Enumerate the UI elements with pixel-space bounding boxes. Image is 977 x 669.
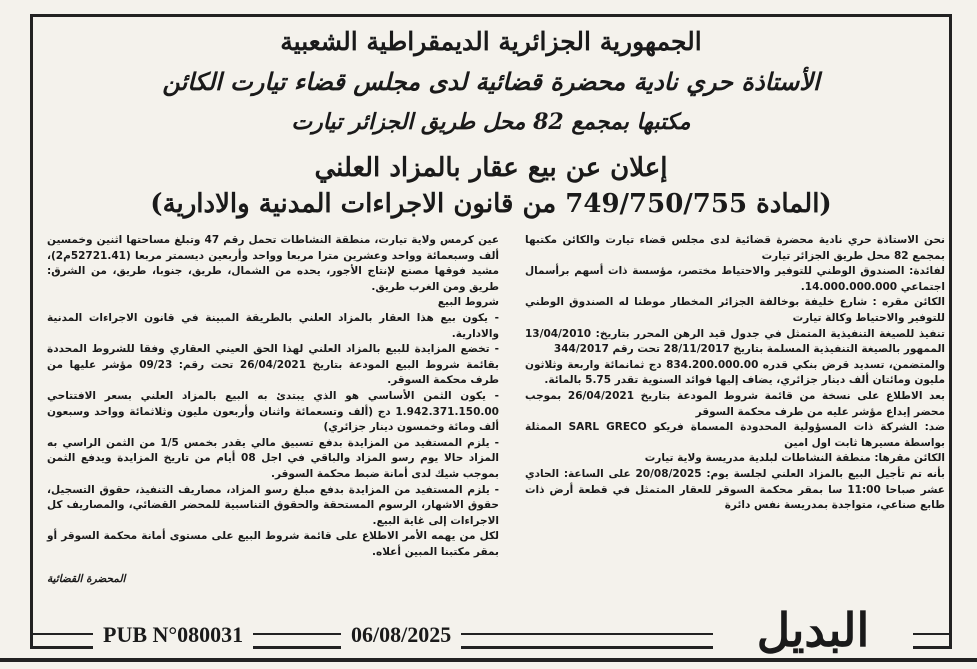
paragraph: لفائدة: الصندوق الوطني للتوفير والاحتياط مختصر، مؤسسة ذات أسهم برأسمال اجتماعي 14.000.000.000. [525, 265, 945, 293]
pub-number: PUB N°080031 [93, 620, 253, 650]
paragraph: تنفيذ للصيغة التنفيذية المتمثل في جدول قيد الرهن المحرر بتاريخ: 13/04/2010 الممهور بالصيغة التنفيذية المسلمة بتاريخ 28/11/2017 تحت رقم 344/2017 [525, 327, 945, 356]
right-column [525, 233, 945, 514]
paragraph: الكائن مقرها: منطقة النشاطات لبلدية مدريسة ولاية تيارت [644, 452, 945, 465]
republic-header: الجمهورية الجزائرية الديمقراطية الشعبية [280, 27, 702, 56]
bottom-bar [0, 658, 977, 662]
signature: المحضرة القضائية [47, 573, 126, 586]
office-address: مكتبها بمجمع 82 محل طريق الجزائر تيارت [291, 109, 691, 135]
paragraph: - يكون بيع هذا العقار بالمزاد العلني بالطريقة المبينة في قانون الاجراءات المدنية والادارية. [47, 311, 499, 340]
publication-date: 06/08/2025 [341, 620, 461, 650]
paragraph: - تخضع المزايدة للبيع بالمزاد العلني لهذا الحق العيني العقاري وفقا للشروط المحددة بقائمة شروط البيع المودعة بتاريخ 26/04/2021 تحت رقم: 09/23 مؤشر عليها من طرف محكمة السوقر. [47, 343, 499, 387]
left-column [47, 233, 499, 588]
paragraph: نحن الاستاذة حري نادية محضرة قضائية لدى مجلس قضاء تيارت والكائن مكتبها بمجمع 82 محل طريق الجزائر تيارت [525, 234, 945, 262]
paragraph: الكائن مقره : شارع خليفة بوخالفة الجزائر المخطار موطنا له الصندوق الوطني للتوفير والاحتياط وكالة تيارت [525, 296, 945, 324]
paragraph: عين كرمس ولاية تيارت، منطقة النشاطات تحمل رقم 47 وتبلغ مساحتها اثنين وخمسين ألف وسبعمائة وواحد وعشرين مترا مربعا وواحد وأربعين ديسمتر مربعا (52721.41م2)، مشيد فوقها مصنع لإنتاج الأجور، يحده من الشمال، طريق، جنوبا، طريق، من الشرق: طريق ومن الغرب طريق. [47, 234, 499, 293]
paragraph: لكل من يهمه الأمر الاطلاع على قائمة شروط البيع على مستوى أمانة محكمة السوقر أو بمقر مكتبنا المبين أعلاه. [47, 530, 499, 558]
notice-title: إعلان عن بيع عقار بالمزاد العلني [314, 153, 668, 183]
paragraph: - يلزم المستفيد من المزايدة بدفع تسبيق مالي يقدر بخمس 1/5 من الثمن الراسي به المزاد حالا يوم رسو المزاد والباقي في اجل 08 أيام من تاريخ المزايدة ويدفع الثمن بموجب شيك لدى أمانة ضبط محكمة السوقر. [47, 436, 500, 480]
articles-reference: (المادة 749/750/755 من قانون الاجراءات المدنية والادارية) [150, 189, 832, 219]
paragraph: - يكون الثمن الأساسي هو الذي يبتدئ به البيع بالمزاد العلني بسعر الافتتاحي 1.942.371.150.00 دج (ألف وتسعمائة واثنان وأربعون مليون وثلاثمائة وواحد وسبعون ألف ومائة وخمسون دينار جزائري) [47, 389, 499, 434]
paragraph: بأنه تم تأجيل البيع بالمزاد العلني لجلسة يوم: 20/08/2025 على الساعة: الحادي عشر صباحا 11:00 سا بمقر محكمة السوقر للعقار المتمثل في قطعة أرض ذات طابع صناعي، متواجدة بمدريسة نفس دائرة [525, 467, 945, 512]
section-heading: شروط البيع [437, 296, 499, 309]
bailiff-line: الأستاذة حري نادية محضرة قضائية لدى مجلس قضاء تيارت الكائن [162, 67, 820, 96]
paragraph: بعد الاطلاع على نسخة من قائمة شروط المودعة بتاريخ 26/04/2021 بموجب محضر إيداع مؤشر عليه من طرف محكمة السوقر [525, 389, 946, 418]
notice-frame [30, 14, 952, 657]
paragraph: - يلزم المستفيد من المزايدة بدفع مبلغ رسو المزاد، مصاريف التنفيذ، حقوق التسجيل، حقوق الاشهار، الرسوم المستحقة والحقوق التناسبية للمحضر القضائي، والمصاريف كل الاجراءات إلى غاية البيع. [47, 483, 499, 527]
paragraph: والمتضمن، تسديد قرض بنكي قدره 834.200.000.00 دج ثمانمائة واربعة وثلاثون مليون ومائتان ألف دينار جزائري، يضاف إليها فوائد السنوية تقدر 5.75 بالمائة. [525, 358, 945, 387]
paragraph: ضد: الشركة ذات المسؤولية المحدودة المسماة فريكو SARL GRECO الممثلة بواسطة مسيرها ثابت اول امين [525, 421, 945, 449]
badil-label: البديل [713, 595, 913, 665]
